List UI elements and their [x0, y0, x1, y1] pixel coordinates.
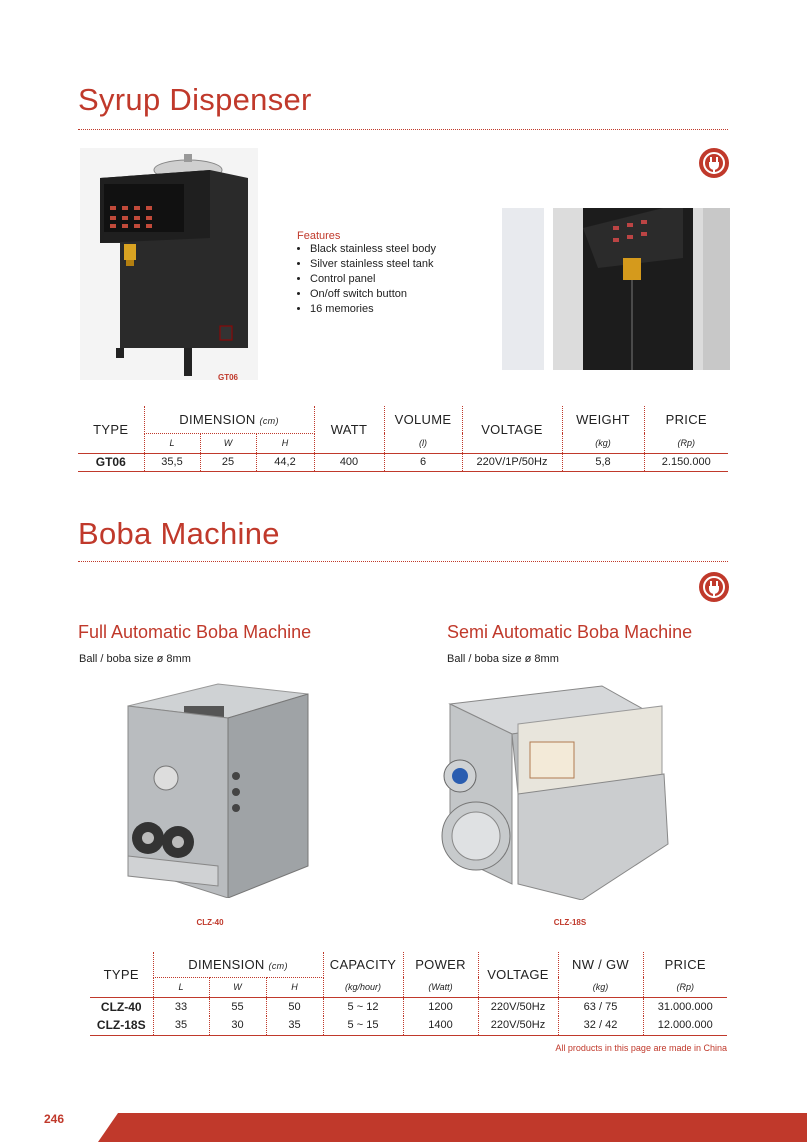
- cell-voltage: 220V/50Hz: [478, 997, 558, 1016]
- cell-price: 2.150.000: [644, 453, 728, 471]
- image-caption: GT06: [217, 373, 238, 382]
- list-item: • 16 memories: [310, 302, 487, 317]
- table-row: [90, 1016, 727, 1035]
- header-type: TYPE: [93, 421, 129, 437]
- header-type: TYPE: [103, 966, 139, 982]
- electric-plug-icon: [699, 148, 729, 178]
- cell-volume: 6: [384, 453, 462, 471]
- cell-w: 25: [200, 453, 256, 471]
- semi-auto-size: Ball / boba size ø 8mm: [447, 653, 559, 665]
- cell-nwgw: 63 / 75: [558, 997, 643, 1016]
- cell-l: 33: [153, 997, 209, 1016]
- section-divider: [78, 129, 728, 130]
- header-l: L: [144, 433, 200, 453]
- list-item: • On/off switch button: [310, 287, 487, 302]
- cell-w: 30: [209, 1016, 266, 1035]
- header-h: H: [266, 977, 323, 997]
- image-caption: CLZ-18S: [553, 918, 587, 927]
- clz40-machine-image: [118, 676, 310, 898]
- header-dimension: DIMENSION (cm): [144, 406, 314, 433]
- unit-volume: (l): [384, 433, 462, 453]
- cell-type: CLZ-18S: [96, 1018, 146, 1033]
- cell-power: 1400: [403, 1016, 478, 1035]
- section-divider: [78, 561, 728, 562]
- cell-price: 31.000.000: [643, 997, 727, 1016]
- header-power: POWER: [403, 952, 478, 977]
- list-item: • Black stainless steel body: [310, 242, 487, 257]
- cell-l: 35,5: [144, 453, 200, 471]
- syrup-section-title: Syrup Dispenser: [78, 82, 312, 117]
- syrup-dispenser-image: [80, 148, 258, 380]
- full-auto-title: Full Automatic Boba Machine: [78, 622, 312, 642]
- unit-price: (Rp): [676, 981, 694, 992]
- cell-type: CLZ-40: [100, 999, 142, 1014]
- header-watt: WATT: [314, 406, 384, 453]
- header-voltage: VOLTAGE: [478, 952, 558, 997]
- cell-weight: 5,8: [562, 453, 644, 471]
- footer-band: [0, 1113, 807, 1142]
- header-voltage: VOLTAGE: [462, 406, 562, 453]
- cell-l: 35: [153, 1016, 209, 1035]
- unit-nwgw: (kg): [558, 977, 643, 997]
- origin-note: All products in this page are made in China: [555, 1043, 727, 1053]
- syrup-spec-table: [78, 406, 728, 472]
- header-price: PRICE: [665, 412, 707, 427]
- header-l: L: [153, 977, 209, 997]
- list-item: • Control panel: [310, 272, 487, 287]
- table-row: [78, 453, 728, 471]
- dispenser-detail-photo: [553, 208, 730, 370]
- header-dimension: DIMENSION (cm): [153, 952, 323, 977]
- cell-type: GT06: [95, 455, 126, 469]
- page-number: 246: [44, 1112, 65, 1126]
- header-w: W: [209, 977, 266, 997]
- header-price: PRICE: [664, 957, 706, 972]
- header-weight: WEIGHT: [562, 406, 644, 433]
- cell-w: 55: [209, 997, 266, 1016]
- list-item: • Silver stainless steel tank: [310, 257, 487, 272]
- clz18s-machine-image: [432, 684, 684, 900]
- header-w: W: [200, 433, 256, 453]
- features-title: Features: [297, 230, 341, 242]
- cell-nwgw: 32 / 42: [558, 1016, 643, 1035]
- cell-h: 44,2: [256, 453, 314, 471]
- image-caption: CLZ-40: [196, 918, 224, 927]
- cell-voltage: 220V/1P/50Hz: [462, 453, 562, 471]
- unit-price: (Rp): [677, 437, 695, 448]
- cell-voltage: 220V/50Hz: [478, 1016, 558, 1035]
- electric-plug-icon: [699, 572, 729, 602]
- boba-section-title: Boba Machine: [78, 516, 280, 551]
- unit-capacity: (kg/hour): [323, 977, 403, 997]
- header-h: H: [256, 433, 314, 453]
- cell-h: 35: [266, 1016, 323, 1035]
- cell-power: 1200: [403, 997, 478, 1016]
- header-capacity: CAPACITY: [323, 952, 403, 977]
- full-auto-size: Ball / boba size ø 8mm: [79, 653, 191, 665]
- semi-auto-title: Semi Automatic Boba Machine: [447, 622, 693, 642]
- cell-price: 12.000.000: [643, 1016, 727, 1035]
- table-row: [90, 997, 727, 1016]
- unit-weight: (kg): [562, 433, 644, 453]
- boba-spec-table: [90, 952, 727, 1036]
- cell-h: 50: [266, 997, 323, 1016]
- cell-capacity: 5 ~ 15: [323, 1016, 403, 1035]
- features-list: [297, 230, 487, 317]
- header-volume: VOLUME: [384, 406, 462, 433]
- detail-photo: [502, 208, 544, 370]
- unit-power: (Watt): [403, 977, 478, 997]
- cell-capacity: 5 ~ 12: [323, 997, 403, 1016]
- cell-watt: 400: [314, 453, 384, 471]
- header-nwgw: NW / GW: [558, 952, 643, 977]
